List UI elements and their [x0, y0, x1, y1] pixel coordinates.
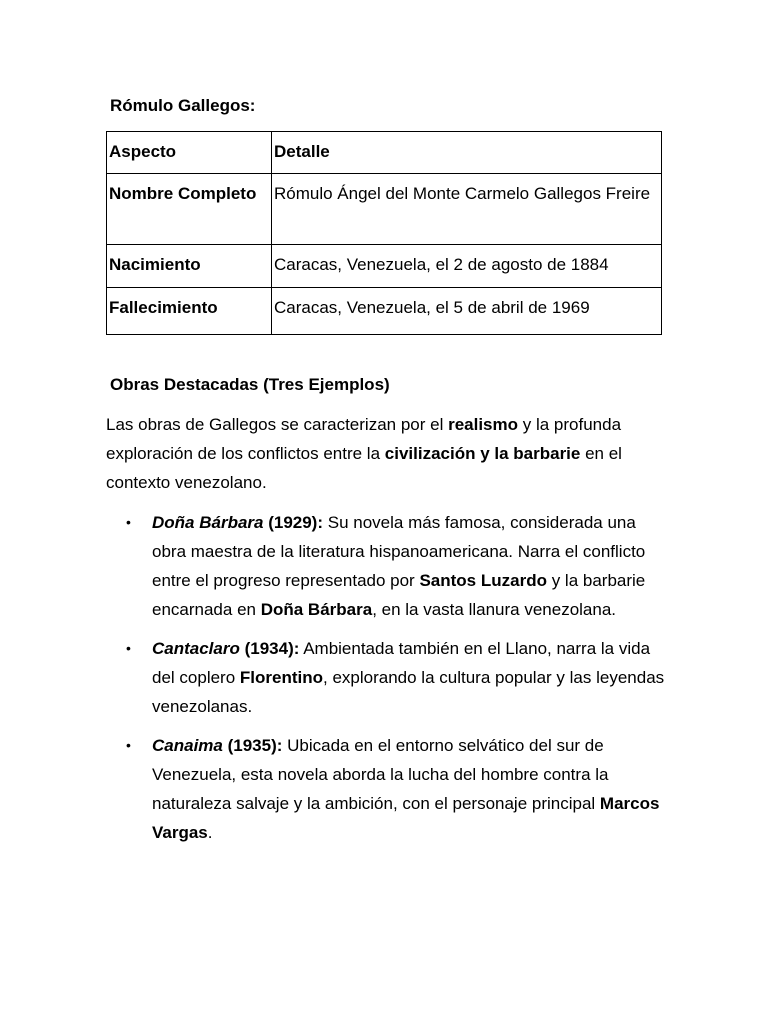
work-year: (1935): — [222, 736, 283, 755]
work-bold-name: Doña Bárbara — [260, 600, 373, 619]
work-text: Su novela más famosa, considerada una obra maestra de la literatura hispanoamericana. Narra el conflicto entre el progreso representado por — [152, 513, 646, 590]
section-heading: Obras Destacadas (Tres Ejemplos) — [110, 375, 390, 394]
work-year: (1934): — [239, 639, 300, 658]
work-year: (1929): — [263, 513, 324, 532]
work-text: Ubicada en el entorno selvático del sur de Venezuela, esta novela aborda la lucha del hombre contra la naturaleza salvaje y la ambición, con el personaje principal — [152, 736, 609, 813]
list-item — [106, 731, 666, 847]
table-row-value: Caracas, Venezuela, el 5 de abril de 1969 — [272, 288, 662, 335]
works-list — [106, 508, 666, 857]
work-bold-name: Santos Luzardo — [419, 571, 547, 590]
table-row — [107, 245, 662, 288]
bullet-icon: • — [126, 640, 131, 656]
work-text: , en la vasta llanura venezolana. — [372, 600, 617, 619]
table-header-row — [107, 132, 662, 174]
work-bold-name: Florentino — [239, 668, 323, 687]
table-row-value: Rómulo Ángel del Monte Carmelo Gallegos Freire — [272, 174, 662, 245]
intro-bold-term: civilización y la barbarie — [384, 444, 581, 463]
table-row-label: Nacimiento — [107, 245, 272, 288]
work-title: Doña Bárbara — [152, 513, 264, 532]
table-header-cell: Detalle — [272, 132, 662, 174]
intro-text: en el contexto venezolano. — [106, 444, 622, 492]
biography-table — [106, 131, 662, 335]
page-title: Rómulo Gallegos: — [110, 96, 256, 115]
work-text: y la barbarie encarnada en — [152, 571, 646, 619]
bullet-icon: • — [126, 514, 131, 530]
intro-bold-term: realismo — [448, 415, 519, 434]
bullet-icon: • — [126, 737, 131, 753]
work-text: , explorando la cultura popular y las leyendas venezolanas. — [152, 668, 665, 716]
list-item — [106, 508, 666, 624]
table-row — [107, 288, 662, 335]
intro-text: y la profunda exploración de los conflictos entre la — [106, 415, 622, 463]
intro-text: Las obras de Gallegos se caracterizan por el — [106, 415, 449, 434]
table-row-label: Fallecimiento — [107, 288, 272, 335]
table-header-cell: Aspecto — [107, 132, 272, 174]
work-text: . — [207, 823, 213, 842]
work-title: Canaima — [152, 736, 223, 755]
work-title: Cantaclaro — [152, 639, 240, 658]
table-row-value: Caracas, Venezuela, el 2 de agosto de 1884 — [272, 245, 662, 288]
intro-paragraph — [106, 410, 666, 497]
table-row-label: Nombre Completo — [107, 174, 272, 245]
work-bold-name: Marcos Vargas — [152, 794, 660, 842]
work-text: Ambientada también en el Llano, narra la vida del coplero — [152, 639, 651, 687]
table-row — [107, 174, 662, 245]
list-item — [106, 634, 666, 721]
